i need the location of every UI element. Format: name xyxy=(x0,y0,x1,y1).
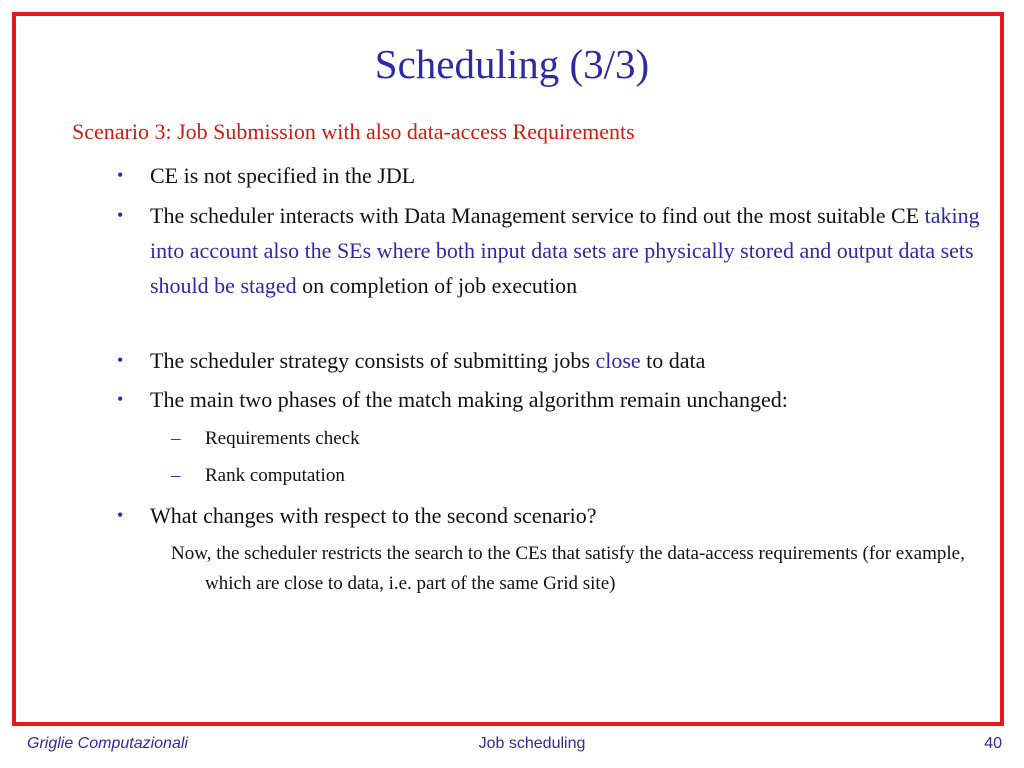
page-number: 40 xyxy=(984,735,1002,752)
bullet-text: The main two phases of the match making algorithm remain unchanged: xyxy=(150,387,788,412)
bullet-text-part: The scheduler interacts with Data Management service to find out the most suitable CE xyxy=(150,203,925,228)
bullet-text xyxy=(150,198,980,303)
bullet-marker: • xyxy=(117,505,124,525)
footer-topic: Job scheduling xyxy=(478,735,586,752)
highlighted-text: taking into account also the SEs where both input data sets are physically stored and output data sets should be staged xyxy=(150,203,980,298)
bullet-text-part: on completion of job execution xyxy=(296,273,578,298)
bullet-text xyxy=(150,343,980,378)
bullet-text: What changes with respect to the second scenario? xyxy=(150,503,597,528)
bullet-text-part: The scheduler strategy consists of submitting jobs xyxy=(150,348,596,373)
sub-item-text: Requirements check xyxy=(205,428,360,449)
answer-note: Now, the scheduler restricts the search to the CEs that satisfy the data-access requirements (for example, which are close to data, i.e. part of the same Grid site) xyxy=(171,543,965,594)
dash-marker: – xyxy=(171,465,181,486)
bullet-marker: • xyxy=(117,350,124,370)
bullet-marker: • xyxy=(117,389,124,409)
footer-course-name: Griglie Computazionali xyxy=(27,735,188,752)
slide-footer xyxy=(0,731,1024,757)
bullet-text: CE is not specified in the JDL xyxy=(150,163,416,188)
bullet-marker: • xyxy=(117,165,124,185)
bullet-marker: • xyxy=(117,205,124,225)
scenario-heading: Scenario 3: Job Submission with also data-access Requirements xyxy=(72,119,635,144)
slide-title: Scheduling (3/3) xyxy=(374,41,650,87)
highlighted-text: close xyxy=(595,348,641,373)
sub-item-text: Rank computation xyxy=(205,465,345,486)
dash-marker: – xyxy=(171,428,181,449)
bullet-text-part: to data xyxy=(640,348,706,373)
